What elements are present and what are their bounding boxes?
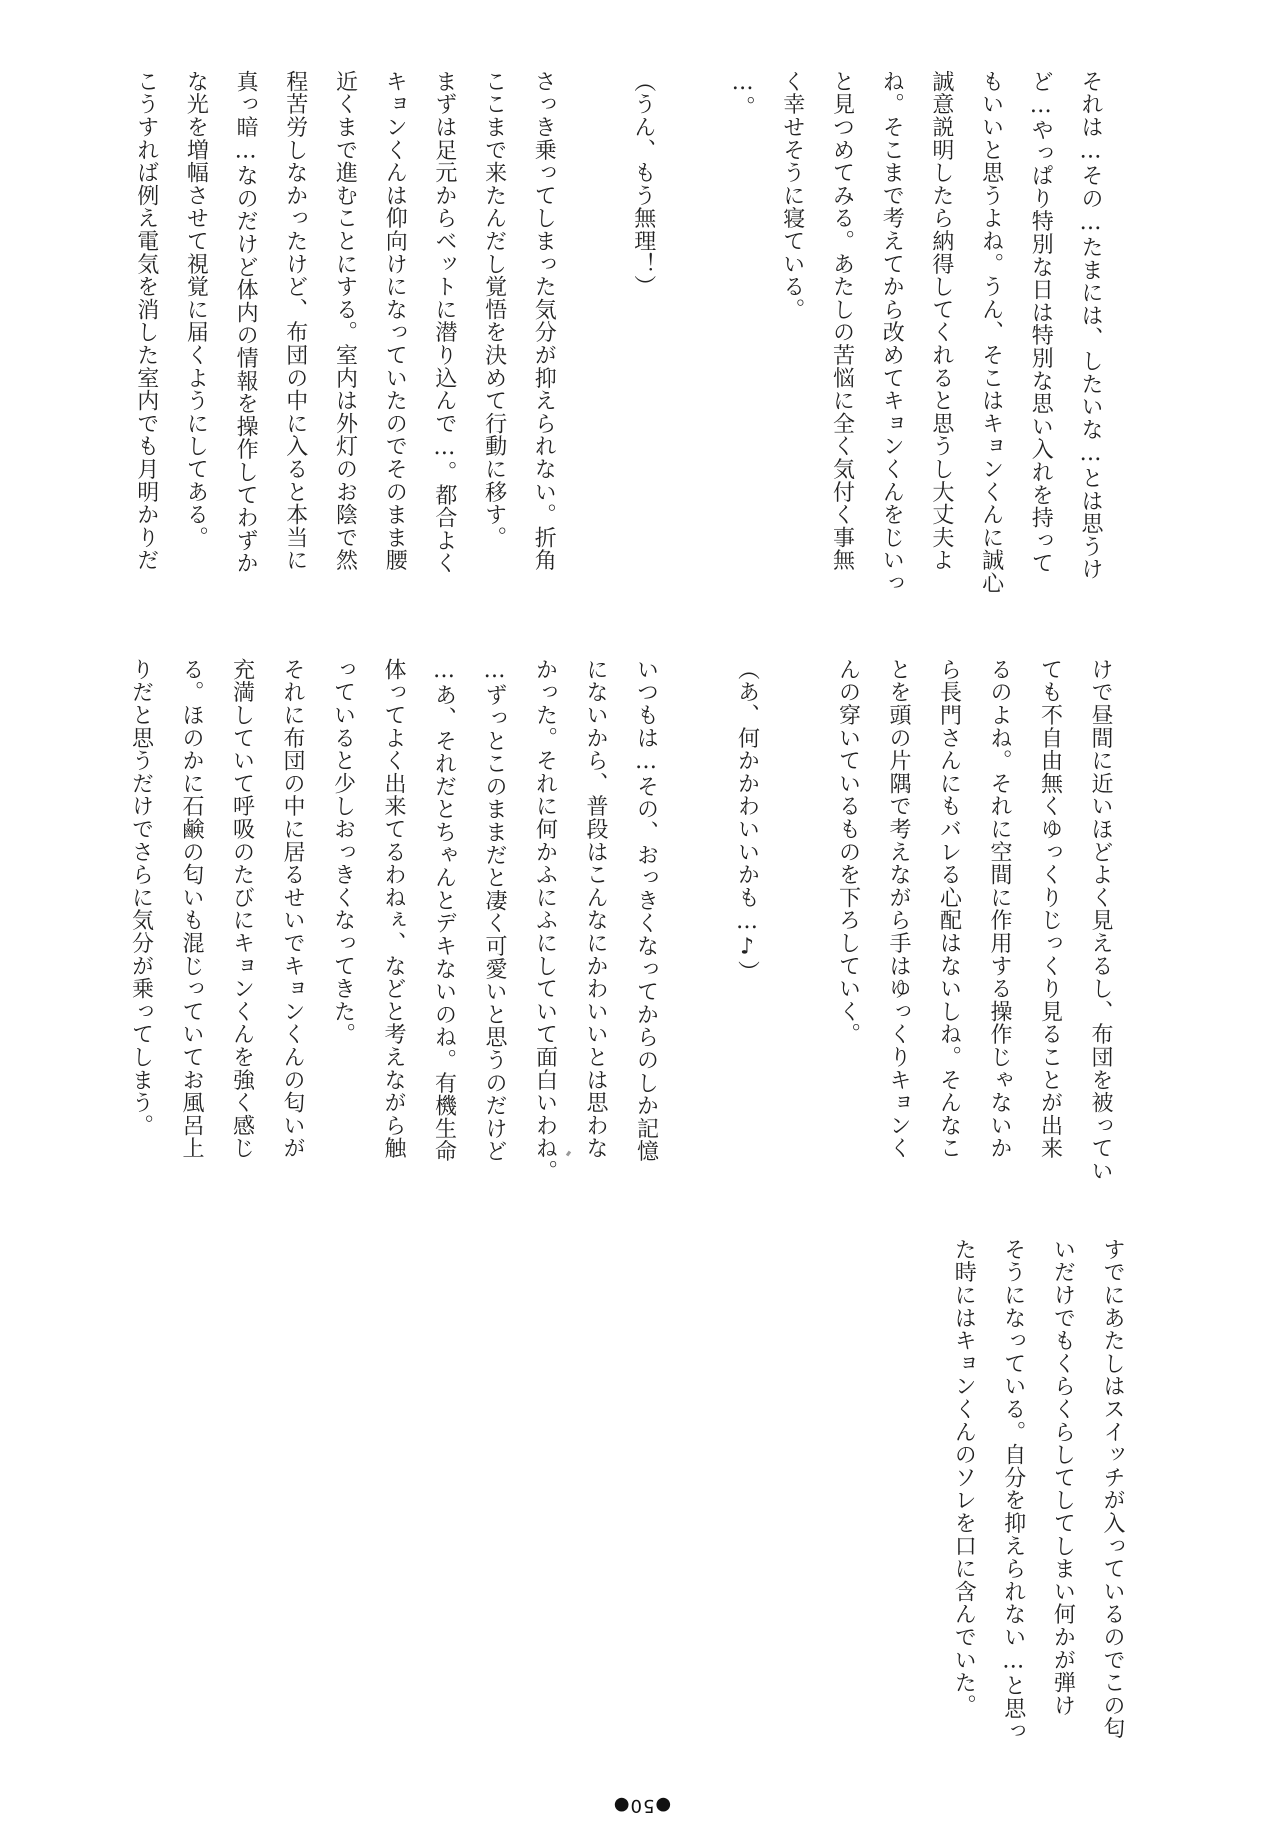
- text-column: ど…やっぱり特別な日は特別な思い入れを持って: [1028, 70, 1054, 575]
- text-column: ら長門さんにもバレる心配はないしね。そんなこ: [936, 658, 962, 1160]
- text-column: もいいと思うよね。うん、そこはキョンくんに誠心: [978, 70, 1004, 595]
- text-column: 充満していて呼吸のたびにキョンくんを強く感じ: [229, 658, 255, 1160]
- text-column: 体ってよく出来てるわねぇ、などと考えながら触: [381, 658, 406, 1160]
- text-column: 真っ暗…なのだけど体内の情報を操作してわずか: [233, 70, 259, 575]
- text-column: キョンくんは仰向けになっていたのでそのまま腰: [382, 70, 408, 572]
- text-column: 近くまで進むことにする。室内は外灯のお陰で然: [332, 70, 358, 572]
- text-column: 誠意説明したら納得してくれると思うし大丈夫よ: [928, 70, 954, 572]
- text-column: さっき乗ってしまった気分が抑えられない。折角: [531, 70, 557, 572]
- text-column: けで昼間に近いほどよく見えるし、布団を被ってい: [1088, 658, 1113, 1183]
- text-column: それに布団の中に居るせいでキョンくんの匂いが: [280, 658, 305, 1160]
- text-column: ね。そこまで考えてから改めてキョンくんをじいっ: [879, 70, 905, 595]
- text-column: ここまで来たんだし覚悟を決めて行動に移す。: [481, 70, 507, 549]
- text-column: にないから、普段はこんなにかわいいとは思わな: [583, 658, 608, 1160]
- text-column: まずは足元からベットに潜り込んで…。都合よく: [431, 70, 457, 575]
- text-column: な光を増幅させて視覚に届くようにしてある。: [183, 70, 209, 549]
- text-column: それは…その…たまには、したいな…とは思うけ: [1078, 70, 1103, 581]
- text-column: ても不自由無くゆっくりじっくり見ることが出来: [1037, 658, 1063, 1160]
- text-column: とを頭の片隅で考えながら手はゆっくりキョンく: [886, 658, 911, 1160]
- text-column: そうになっている。自分を抑えられない…と思っ: [1000, 1238, 1026, 1743]
- text-column: んの穿いているものを下ろしていく。: [835, 658, 861, 1046]
- page-number: ●50●: [612, 1795, 672, 1816]
- text-column: と見つめてみる。あたしの苦悩に全く気付く事無: [829, 70, 855, 572]
- text-column: （うん、もう無理！）: [630, 70, 656, 298]
- text-column: いだけでもくらくらしてしてしまい何かが弾け: [1050, 1238, 1076, 1717]
- text-column: …。: [730, 70, 756, 119]
- text-column: た時にはキョンくんのソレを口に含んでいた。: [951, 1238, 977, 1717]
- text-column: 程苦労しなかったけど、布団の中に入ると本当に: [282, 70, 308, 572]
- text-column: るのよね。それに空間に作用する操作じゃないか: [987, 658, 1012, 1160]
- text-column: る。ほのかに石鹸の匂いも混じっていてお風呂上: [179, 658, 204, 1160]
- text-column: かった。それに何かふにふにしていて面白いわね。: [532, 658, 558, 1183]
- text-column: （あ、何かかわいいかも…♪）: [734, 658, 760, 984]
- text-column: すでにあたしはスイッチが入っているのでこの匂: [1100, 1238, 1125, 1740]
- text-column: っていると少しおっきくなってきた。: [330, 658, 356, 1046]
- scan-speck: [566, 1151, 571, 1157]
- text-column: …ずっとこのままだと凄く可愛いと思うのだけど: [482, 658, 507, 1163]
- text-column: く幸せそうに寝ている。: [779, 70, 805, 321]
- text-column: …あ、それだとちゃんとデキないのね。有機生命: [431, 658, 457, 1163]
- text-column: いつもは…その、おっきくなってからのしか記憶: [633, 658, 659, 1163]
- text-column: こうすれば例え電気を消した室内でも月明かりだ: [133, 70, 159, 572]
- text-column: りだと思うだけでさらに気分が乗ってしまう。: [128, 658, 154, 1137]
